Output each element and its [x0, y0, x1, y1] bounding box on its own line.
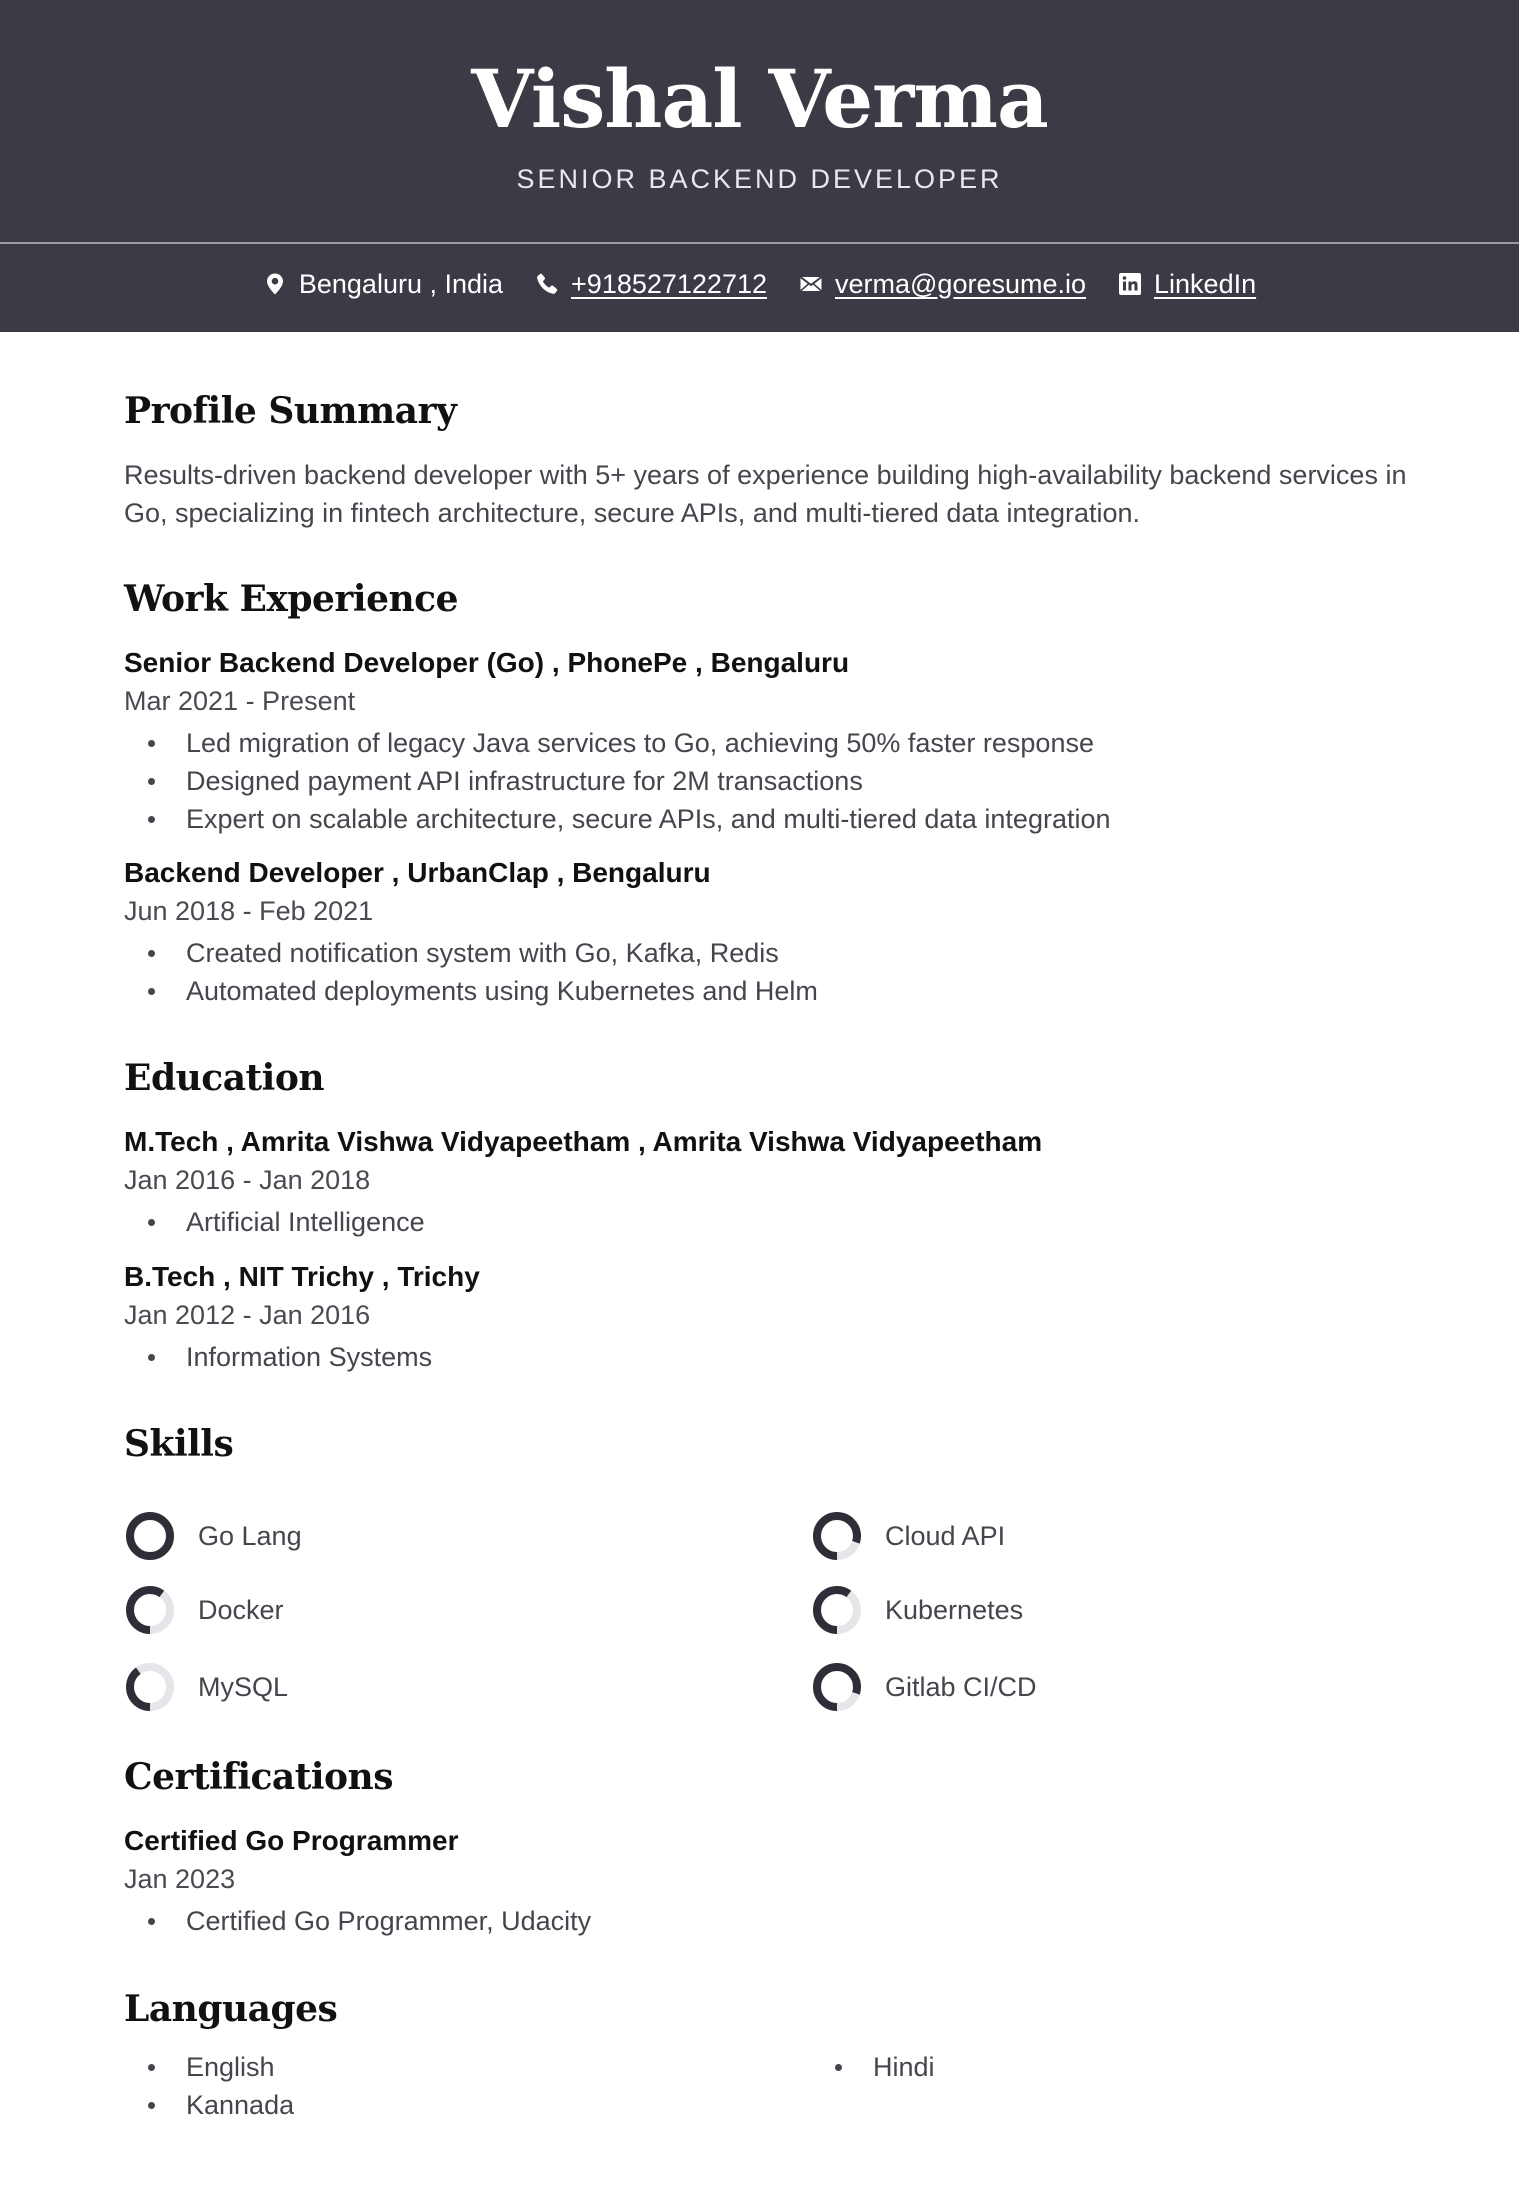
- job-heading: Senior Backend Developer (Go) , PhonePe , Bengaluru: [124, 647, 850, 678]
- section-title-education: Education: [124, 1057, 325, 1099]
- list-item: Expert on scalable architecture, secure APIs, and multi-tiered data integration: [124, 800, 1111, 838]
- list-item: Created notification system with Go, Kafka, Redis: [124, 934, 818, 972]
- education-bullets: [124, 1338, 432, 1376]
- skill-item: [124, 1584, 284, 1636]
- job-dates: Jun 2018 - Feb 2021: [124, 896, 374, 926]
- phone-icon: [535, 272, 559, 296]
- list-item: Led migration of legacy Java services to Go, achieving 50% faster response: [124, 724, 1111, 762]
- list-item: Automated deployments using Kubernetes and Helm: [124, 972, 818, 1010]
- skill-level-ring-icon: [811, 1661, 863, 1713]
- section-title-work: Work Experience: [124, 578, 458, 620]
- location-text: Bengaluru , India: [298, 268, 504, 299]
- contact-linkedin[interactable]: [1118, 269, 1256, 300]
- education-dates: Jan 2016 - Jan 2018: [124, 1165, 371, 1195]
- skill-ring-fill: [130, 1516, 170, 1556]
- list-item: Information Systems: [124, 1338, 432, 1376]
- candidate-role: SENIOR BACKEND DEVELOPER: [516, 164, 1003, 194]
- job-bullets: [124, 934, 818, 1010]
- job-heading: Backend Developer , UrbanClap , Bengaluru: [124, 857, 711, 888]
- skill-item: [124, 1510, 302, 1562]
- job-bullets: [124, 724, 1111, 838]
- skill-item: [124, 1661, 288, 1713]
- skill-label: Docker: [198, 1594, 284, 1625]
- phone-link[interactable]: +918527122712: [571, 268, 767, 299]
- languages-list-left: [124, 2048, 294, 2124]
- location-pin-icon: [263, 272, 287, 296]
- skill-label: Gitlab CI/CD: [885, 1671, 1037, 1702]
- list-item: Kannada: [124, 2086, 294, 2124]
- skill-label: MySQL: [198, 1671, 289, 1702]
- certification-heading: Certified Go Programmer: [124, 1825, 459, 1856]
- list-item: Hindi: [811, 2048, 935, 2086]
- education-heading: B.Tech , NIT Trichy , Trichy: [124, 1261, 480, 1292]
- list-item: English: [124, 2048, 294, 2086]
- contact-email[interactable]: [799, 269, 1086, 300]
- linkedin-icon: [1118, 272, 1142, 296]
- skill-item: [811, 1661, 1037, 1713]
- contact-bar: [0, 264, 1519, 304]
- education-bullets: [124, 1203, 425, 1241]
- section-title-certifications: Certifications: [124, 1756, 393, 1798]
- list-item: Artificial Intelligence: [124, 1203, 425, 1241]
- section-title-languages: Languages: [124, 1988, 338, 2030]
- certification-bullets: [124, 1902, 591, 1940]
- skill-level-ring-icon: [124, 1584, 176, 1636]
- skill-item: [811, 1584, 1023, 1636]
- list-item: Certified Go Programmer, Udacity: [124, 1902, 591, 1940]
- education-dates: Jan 2012 - Jan 2016: [124, 1300, 371, 1330]
- skill-label: Kubernetes: [885, 1594, 1024, 1625]
- contact-location: [263, 269, 503, 300]
- skill-level-ring-icon: [124, 1661, 176, 1713]
- skill-label: Cloud API: [885, 1520, 1006, 1551]
- education-heading: M.Tech , Amrita Vishwa Vidyapeetham , Amrita Vishwa Vidyapeetham: [124, 1126, 1043, 1157]
- email-link[interactable]: verma@goresume.io: [835, 268, 1087, 299]
- resume-header: [0, 0, 1519, 332]
- summary-text: Results-driven backend developer with 5+ years of experience building high-availability backend services in Go, specializing in fintech architecture, secure APIs, and multi-tiered data integration.: [124, 460, 1407, 528]
- skill-level-ring-icon: [811, 1584, 863, 1636]
- skill-level-ring-icon: [124, 1510, 176, 1562]
- linkedin-link[interactable]: LinkedIn: [1154, 268, 1257, 299]
- section-title-summary: Profile Summary: [124, 390, 457, 432]
- skill-item: [811, 1510, 1005, 1562]
- section-title-skills: Skills: [124, 1423, 234, 1465]
- skill-label: Go Lang: [198, 1520, 302, 1551]
- candidate-name: Vishal Verma: [471, 52, 1048, 146]
- envelope-icon: [799, 272, 823, 296]
- header-divider: [0, 242, 1519, 244]
- contact-phone[interactable]: [535, 269, 767, 300]
- certification-dates: Jan 2023: [124, 1864, 236, 1894]
- skill-level-ring-icon: [811, 1510, 863, 1562]
- job-dates: Mar 2021 - Present: [124, 686, 356, 716]
- languages-list-right: [811, 2048, 935, 2086]
- list-item: Designed payment API infrastructure for 2M transactions: [124, 762, 1111, 800]
